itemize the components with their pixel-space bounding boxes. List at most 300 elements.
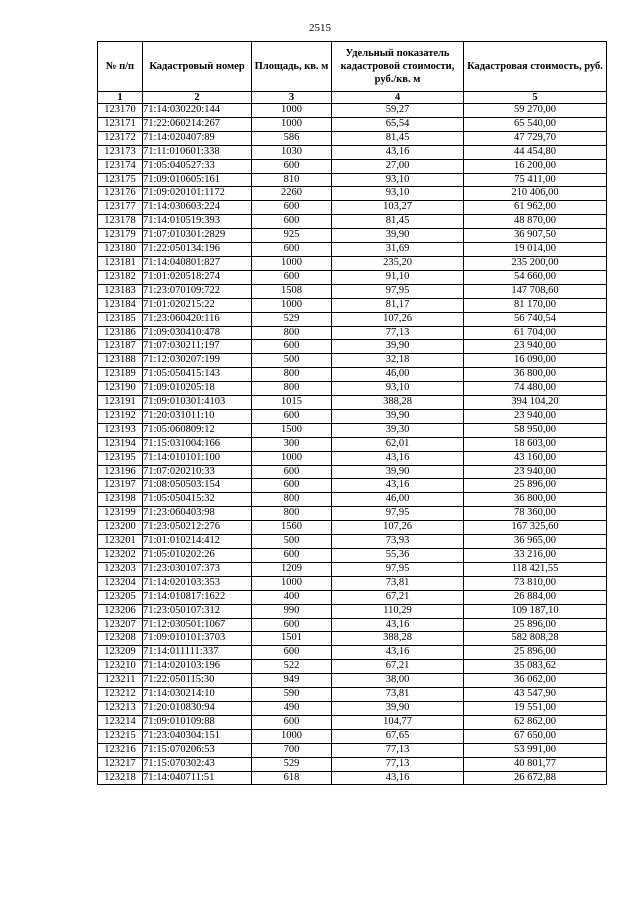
cadastral-number: 71:07:030211:197 <box>143 340 252 354</box>
cadastral-number: 71:09:030410:478 <box>143 326 252 340</box>
area-value: 800 <box>252 382 332 396</box>
area-value: 590 <box>252 688 332 702</box>
unit-rate-value: 97,95 <box>332 284 464 298</box>
cadastral-number: 71:01:020518:274 <box>143 270 252 284</box>
cadastral-number: 71:01:020215:22 <box>143 298 252 312</box>
cadastral-number: 71:05:040527:33 <box>143 159 252 173</box>
unit-rate-value: 107,26 <box>332 312 464 326</box>
row-number: 123183 <box>98 284 143 298</box>
table-row <box>98 757 607 771</box>
area-value: 800 <box>252 493 332 507</box>
area-value: 1508 <box>252 284 332 298</box>
row-number: 123217 <box>98 757 143 771</box>
row-number: 123172 <box>98 131 143 145</box>
area-value: 1501 <box>252 632 332 646</box>
row-number: 123180 <box>98 243 143 257</box>
area-value: 1000 <box>252 729 332 743</box>
unit-rate-value: 65,54 <box>332 117 464 131</box>
area-value: 800 <box>252 368 332 382</box>
area-value: 990 <box>252 604 332 618</box>
row-number: 123178 <box>98 215 143 229</box>
unit-rate-value: 46,00 <box>332 493 464 507</box>
cadastral-value: 62 862,00 <box>464 715 607 729</box>
unit-rate-value: 39,30 <box>332 423 464 437</box>
cadastral-number: 71:14:010101:100 <box>143 451 252 465</box>
cadastral-value-table <box>97 41 607 785</box>
cadastral-number: 71:14:010817:1622 <box>143 590 252 604</box>
area-value: 600 <box>252 243 332 257</box>
table-row <box>98 340 607 354</box>
cadastral-number: 71:05:060809:12 <box>143 423 252 437</box>
cadastral-number: 71:14:030220:144 <box>143 104 252 118</box>
unit-rate-value: 67,65 <box>332 729 464 743</box>
cadastral-number: 71:14:040801:827 <box>143 256 252 270</box>
table-row <box>98 771 607 785</box>
unit-rate-value: 388,28 <box>332 396 464 410</box>
cadastral-number: 71:14:030214:10 <box>143 688 252 702</box>
unit-rate-value: 91,10 <box>332 270 464 284</box>
cadastral-value: 33 216,00 <box>464 549 607 563</box>
area-value: 500 <box>252 535 332 549</box>
unit-rate-value: 73,81 <box>332 576 464 590</box>
cadastral-value: 43 547,90 <box>464 688 607 702</box>
area-value: 925 <box>252 229 332 243</box>
area-value: 400 <box>252 590 332 604</box>
cadastral-number: 71:08:050503:154 <box>143 479 252 493</box>
table-row <box>98 535 607 549</box>
cadastral-number: 71:09:010101:3703 <box>143 632 252 646</box>
column-index: 4 <box>332 92 464 104</box>
cadastral-value: 61 704,00 <box>464 326 607 340</box>
table-row <box>98 256 607 270</box>
cadastral-value: 74 480,00 <box>464 382 607 396</box>
unit-rate-value: 93,10 <box>332 382 464 396</box>
area-value: 1209 <box>252 562 332 576</box>
unit-rate-value: 43,16 <box>332 479 464 493</box>
row-number: 123205 <box>98 590 143 604</box>
table-row <box>98 159 607 173</box>
cadastral-value: 23 940,00 <box>464 409 607 423</box>
area-value: 1560 <box>252 521 332 535</box>
row-number: 123211 <box>98 674 143 688</box>
cadastral-value: 25 896,00 <box>464 646 607 660</box>
area-value: 529 <box>252 312 332 326</box>
cadastral-value: 582 808,28 <box>464 632 607 646</box>
cadastral-value: 19 014,00 <box>464 243 607 257</box>
row-number: 123214 <box>98 715 143 729</box>
cadastral-value: 394 104,20 <box>464 396 607 410</box>
cadastral-value: 109 187,10 <box>464 604 607 618</box>
area-value: 600 <box>252 618 332 632</box>
area-value: 1000 <box>252 117 332 131</box>
table-row <box>98 549 607 563</box>
area-value: 1015 <box>252 396 332 410</box>
row-number: 123192 <box>98 409 143 423</box>
cadastral-number: 71:20:031011:10 <box>143 409 252 423</box>
cadastral-value: 81 170,00 <box>464 298 607 312</box>
table-row <box>98 368 607 382</box>
cadastral-number: 71:14:020103:196 <box>143 660 252 674</box>
area-value: 586 <box>252 131 332 145</box>
cadastral-number: 71:14:020103:353 <box>143 576 252 590</box>
cadastral-value: 23 940,00 <box>464 340 607 354</box>
table-body <box>98 104 607 785</box>
unit-rate-value: 81,45 <box>332 131 464 145</box>
table-row <box>98 354 607 368</box>
cadastral-number: 71:23:060420:116 <box>143 312 252 326</box>
row-number: 123185 <box>98 312 143 326</box>
cadastral-value: 47 729,70 <box>464 131 607 145</box>
table-row <box>98 479 607 493</box>
table-row <box>98 382 607 396</box>
table-row <box>98 437 607 451</box>
area-value: 529 <box>252 757 332 771</box>
cadastral-value: 25 896,00 <box>464 479 607 493</box>
cadastral-value: 54 660,00 <box>464 270 607 284</box>
row-number: 123216 <box>98 743 143 757</box>
cadastral-number: 71:14:011111:337 <box>143 646 252 660</box>
cadastral-number: 71:14:040711:51 <box>143 771 252 785</box>
row-number: 123203 <box>98 562 143 576</box>
row-number: 123212 <box>98 688 143 702</box>
unit-rate-value: 67,21 <box>332 590 464 604</box>
header-row <box>98 42 607 92</box>
cadastral-value: 235 200,00 <box>464 256 607 270</box>
unit-rate-value: 43,16 <box>332 145 464 159</box>
cadastral-number: 71:20:010830:94 <box>143 701 252 715</box>
cadastral-number: 71:09:010109:88 <box>143 715 252 729</box>
row-number: 123189 <box>98 368 143 382</box>
unit-rate-value: 110,29 <box>332 604 464 618</box>
row-number: 123204 <box>98 576 143 590</box>
cadastral-value: 26 884,00 <box>464 590 607 604</box>
cadastral-number: 71:12:030501:1067 <box>143 618 252 632</box>
area-value: 490 <box>252 701 332 715</box>
cadastral-number: 71:14:010519:393 <box>143 215 252 229</box>
area-value: 600 <box>252 479 332 493</box>
unit-rate-value: 73,93 <box>332 535 464 549</box>
row-number: 123190 <box>98 382 143 396</box>
table-row <box>98 590 607 604</box>
table-row <box>98 493 607 507</box>
cadastral-number: 71:09:010605:161 <box>143 173 252 187</box>
table-row <box>98 326 607 340</box>
cadastral-value: 118 421,55 <box>464 562 607 576</box>
area-value: 618 <box>252 771 332 785</box>
area-value: 1030 <box>252 145 332 159</box>
table-row <box>98 145 607 159</box>
cadastral-value: 35 083,62 <box>464 660 607 674</box>
area-value: 600 <box>252 409 332 423</box>
row-number: 123193 <box>98 423 143 437</box>
cadastral-value: 210 406,00 <box>464 187 607 201</box>
row-number: 123170 <box>98 104 143 118</box>
cadastral-value: 53 991,00 <box>464 743 607 757</box>
area-value: 1500 <box>252 423 332 437</box>
area-value: 600 <box>252 270 332 284</box>
row-number: 123187 <box>98 340 143 354</box>
unit-rate-value: 39,90 <box>332 701 464 715</box>
row-number: 123181 <box>98 256 143 270</box>
cadastral-number: 71:15:031004:166 <box>143 437 252 451</box>
row-number: 123208 <box>98 632 143 646</box>
cadastral-number: 71:22:050134:196 <box>143 243 252 257</box>
cadastral-number: 71:23:050212:276 <box>143 521 252 535</box>
unit-rate-value: 97,95 <box>332 507 464 521</box>
table-row <box>98 173 607 187</box>
cadastral-value: 36 800,00 <box>464 368 607 382</box>
row-number: 123209 <box>98 646 143 660</box>
unit-rate-value: 93,10 <box>332 187 464 201</box>
area-value: 600 <box>252 159 332 173</box>
cadastral-value: 67 650,00 <box>464 729 607 743</box>
cadastral-value: 40 801,77 <box>464 757 607 771</box>
row-number: 123206 <box>98 604 143 618</box>
table-row <box>98 562 607 576</box>
area-value: 1000 <box>252 451 332 465</box>
cadastral-value: 18 603,00 <box>464 437 607 451</box>
cadastral-number: 71:22:060214:267 <box>143 117 252 131</box>
area-value: 1000 <box>252 256 332 270</box>
cadastral-number: 71:23:040304:151 <box>143 729 252 743</box>
cadastral-value: 167 325,60 <box>464 521 607 535</box>
cadastral-value: 73 810,00 <box>464 576 607 590</box>
column-index: 2 <box>143 92 252 104</box>
cadastral-value: 61 962,00 <box>464 201 607 215</box>
row-number: 123186 <box>98 326 143 340</box>
area-value: 600 <box>252 549 332 563</box>
table-row <box>98 243 607 257</box>
table-row <box>98 660 607 674</box>
area-value: 2260 <box>252 187 332 201</box>
cadastral-value: 58 950,00 <box>464 423 607 437</box>
table-row <box>98 701 607 715</box>
unit-rate-value: 39,90 <box>332 229 464 243</box>
area-value: 300 <box>252 437 332 451</box>
cadastral-number: 71:09:010301:4103 <box>143 396 252 410</box>
unit-rate-value: 104,77 <box>332 715 464 729</box>
table-row <box>98 298 607 312</box>
cadastral-value: 75 411,00 <box>464 173 607 187</box>
unit-rate-value: 38,00 <box>332 674 464 688</box>
area-value: 1000 <box>252 576 332 590</box>
unit-rate-value: 103,27 <box>332 201 464 215</box>
cadastral-number: 71:09:010205:18 <box>143 382 252 396</box>
area-value: 600 <box>252 715 332 729</box>
row-number: 123202 <box>98 549 143 563</box>
cadastral-number: 71:23:060403:98 <box>143 507 252 521</box>
table-row <box>98 409 607 423</box>
row-number: 123184 <box>98 298 143 312</box>
cadastral-value: 36 965,00 <box>464 535 607 549</box>
unit-rate-value: 39,90 <box>332 409 464 423</box>
cadastral-number: 71:23:050107:312 <box>143 604 252 618</box>
area-value: 600 <box>252 465 332 479</box>
row-number: 123177 <box>98 201 143 215</box>
unit-rate-value: 43,16 <box>332 771 464 785</box>
header-cadastral-number: Кадастровый номер <box>143 42 252 92</box>
cadastral-value: 56 740,54 <box>464 312 607 326</box>
row-number: 123199 <box>98 507 143 521</box>
cadastral-value: 65 540,00 <box>464 117 607 131</box>
unit-rate-value: 39,90 <box>332 465 464 479</box>
cadastral-number: 71:14:020407:89 <box>143 131 252 145</box>
table-row <box>98 632 607 646</box>
unit-rate-value: 388,28 <box>332 632 464 646</box>
row-number: 123171 <box>98 117 143 131</box>
cadastral-number: 71:01:010214:412 <box>143 535 252 549</box>
unit-rate-value: 77,13 <box>332 757 464 771</box>
cadastral-value: 26 672,88 <box>464 771 607 785</box>
row-number: 123173 <box>98 145 143 159</box>
table-row <box>98 646 607 660</box>
cadastral-value: 36 907,50 <box>464 229 607 243</box>
column-index: 5 <box>464 92 607 104</box>
row-number: 123175 <box>98 173 143 187</box>
cadastral-number: 71:07:020210:33 <box>143 465 252 479</box>
table-row <box>98 465 607 479</box>
table-row <box>98 688 607 702</box>
cadastral-value: 59 270,00 <box>464 104 607 118</box>
cadastral-number: 71:14:030603:224 <box>143 201 252 215</box>
header-area: Площадь, кв. м <box>252 42 332 92</box>
row-number: 123201 <box>98 535 143 549</box>
table-row <box>98 187 607 201</box>
cadastral-value: 147 708,60 <box>464 284 607 298</box>
unit-rate-value: 55,36 <box>332 549 464 563</box>
unit-rate-value: 73,81 <box>332 688 464 702</box>
cadastral-number: 71:05:050415:32 <box>143 493 252 507</box>
table-row <box>98 743 607 757</box>
table-row <box>98 604 607 618</box>
unit-rate-value: 59,27 <box>332 104 464 118</box>
cadastral-value: 16 200,00 <box>464 159 607 173</box>
area-value: 600 <box>252 340 332 354</box>
unit-rate-value: 46,00 <box>332 368 464 382</box>
table-row <box>98 131 607 145</box>
header-cadastral-value: Кадастровая стоимость, руб. <box>464 42 607 92</box>
column-index: 3 <box>252 92 332 104</box>
unit-rate-value: 77,13 <box>332 326 464 340</box>
column-index-row <box>98 92 607 104</box>
area-value: 1000 <box>252 298 332 312</box>
table-row <box>98 396 607 410</box>
row-number: 123179 <box>98 229 143 243</box>
table-row <box>98 423 607 437</box>
cadastral-number: 71:12:030207:199 <box>143 354 252 368</box>
cadastral-value: 25 896,00 <box>464 618 607 632</box>
row-number: 123176 <box>98 187 143 201</box>
cadastral-number: 71:15:070302:43 <box>143 757 252 771</box>
row-number: 123194 <box>98 437 143 451</box>
unit-rate-value: 81,17 <box>332 298 464 312</box>
cadastral-value: 78 360,00 <box>464 507 607 521</box>
area-value: 800 <box>252 326 332 340</box>
cadastral-value: 43 160,00 <box>464 451 607 465</box>
table-row <box>98 312 607 326</box>
area-value: 600 <box>252 215 332 229</box>
header-number: № п/п <box>98 42 143 92</box>
cadastral-number: 71:05:010202:26 <box>143 549 252 563</box>
unit-rate-value: 27,00 <box>332 159 464 173</box>
header-unit-rate: Удельный показатель кадастровой стоимости, руб./кв. м <box>332 42 464 92</box>
unit-rate-value: 43,16 <box>332 618 464 632</box>
unit-rate-value: 32,18 <box>332 354 464 368</box>
area-value: 522 <box>252 660 332 674</box>
table-row <box>98 104 607 118</box>
unit-rate-value: 39,90 <box>332 340 464 354</box>
row-number: 123197 <box>98 479 143 493</box>
cadastral-number: 71:22:050115:30 <box>143 674 252 688</box>
area-value: 1000 <box>252 104 332 118</box>
unit-rate-value: 43,16 <box>332 646 464 660</box>
table-row <box>98 451 607 465</box>
page-number: 2515 <box>309 22 331 34</box>
row-number: 123213 <box>98 701 143 715</box>
table-row <box>98 117 607 131</box>
row-number: 123200 <box>98 521 143 535</box>
row-number: 123218 <box>98 771 143 785</box>
row-number: 123195 <box>98 451 143 465</box>
row-number: 123215 <box>98 729 143 743</box>
row-number: 123188 <box>98 354 143 368</box>
unit-rate-value: 107,26 <box>332 521 464 535</box>
table-row <box>98 284 607 298</box>
unit-rate-value: 43,16 <box>332 451 464 465</box>
cadastral-value: 16 090,00 <box>464 354 607 368</box>
table-row <box>98 576 607 590</box>
unit-rate-value: 81,45 <box>332 215 464 229</box>
table-row <box>98 201 607 215</box>
area-value: 500 <box>252 354 332 368</box>
area-value: 800 <box>252 507 332 521</box>
row-number: 123207 <box>98 618 143 632</box>
unit-rate-value: 235,20 <box>332 256 464 270</box>
unit-rate-value: 62,01 <box>332 437 464 451</box>
table-row <box>98 215 607 229</box>
table-row <box>98 729 607 743</box>
row-number: 123196 <box>98 465 143 479</box>
cadastral-number: 71:05:050415:143 <box>143 368 252 382</box>
area-value: 600 <box>252 201 332 215</box>
cadastral-value: 36 062,00 <box>464 674 607 688</box>
unit-rate-value: 97,95 <box>332 562 464 576</box>
table-row <box>98 270 607 284</box>
cadastral-number: 71:11:010601:338 <box>143 145 252 159</box>
cadastral-value: 44 454,80 <box>464 145 607 159</box>
table-row <box>98 674 607 688</box>
unit-rate-value: 31,69 <box>332 243 464 257</box>
column-index: 1 <box>98 92 143 104</box>
cadastral-number: 71:23:030107:373 <box>143 562 252 576</box>
table-row <box>98 229 607 243</box>
row-number: 123210 <box>98 660 143 674</box>
cadastral-number: 71:15:070206:53 <box>143 743 252 757</box>
area-value: 810 <box>252 173 332 187</box>
cadastral-number: 71:23:070109:722 <box>143 284 252 298</box>
cadastral-number: 71:09:020101:1172 <box>143 187 252 201</box>
row-number: 123191 <box>98 396 143 410</box>
cadastral-value: 36 800,00 <box>464 493 607 507</box>
unit-rate-value: 67,21 <box>332 660 464 674</box>
table-row <box>98 618 607 632</box>
area-value: 700 <box>252 743 332 757</box>
table-row <box>98 715 607 729</box>
cadastral-value: 19 551,00 <box>464 701 607 715</box>
row-number: 123174 <box>98 159 143 173</box>
cadastral-value: 23 940,00 <box>464 465 607 479</box>
cadastral-number: 71:07:010301:2829 <box>143 229 252 243</box>
